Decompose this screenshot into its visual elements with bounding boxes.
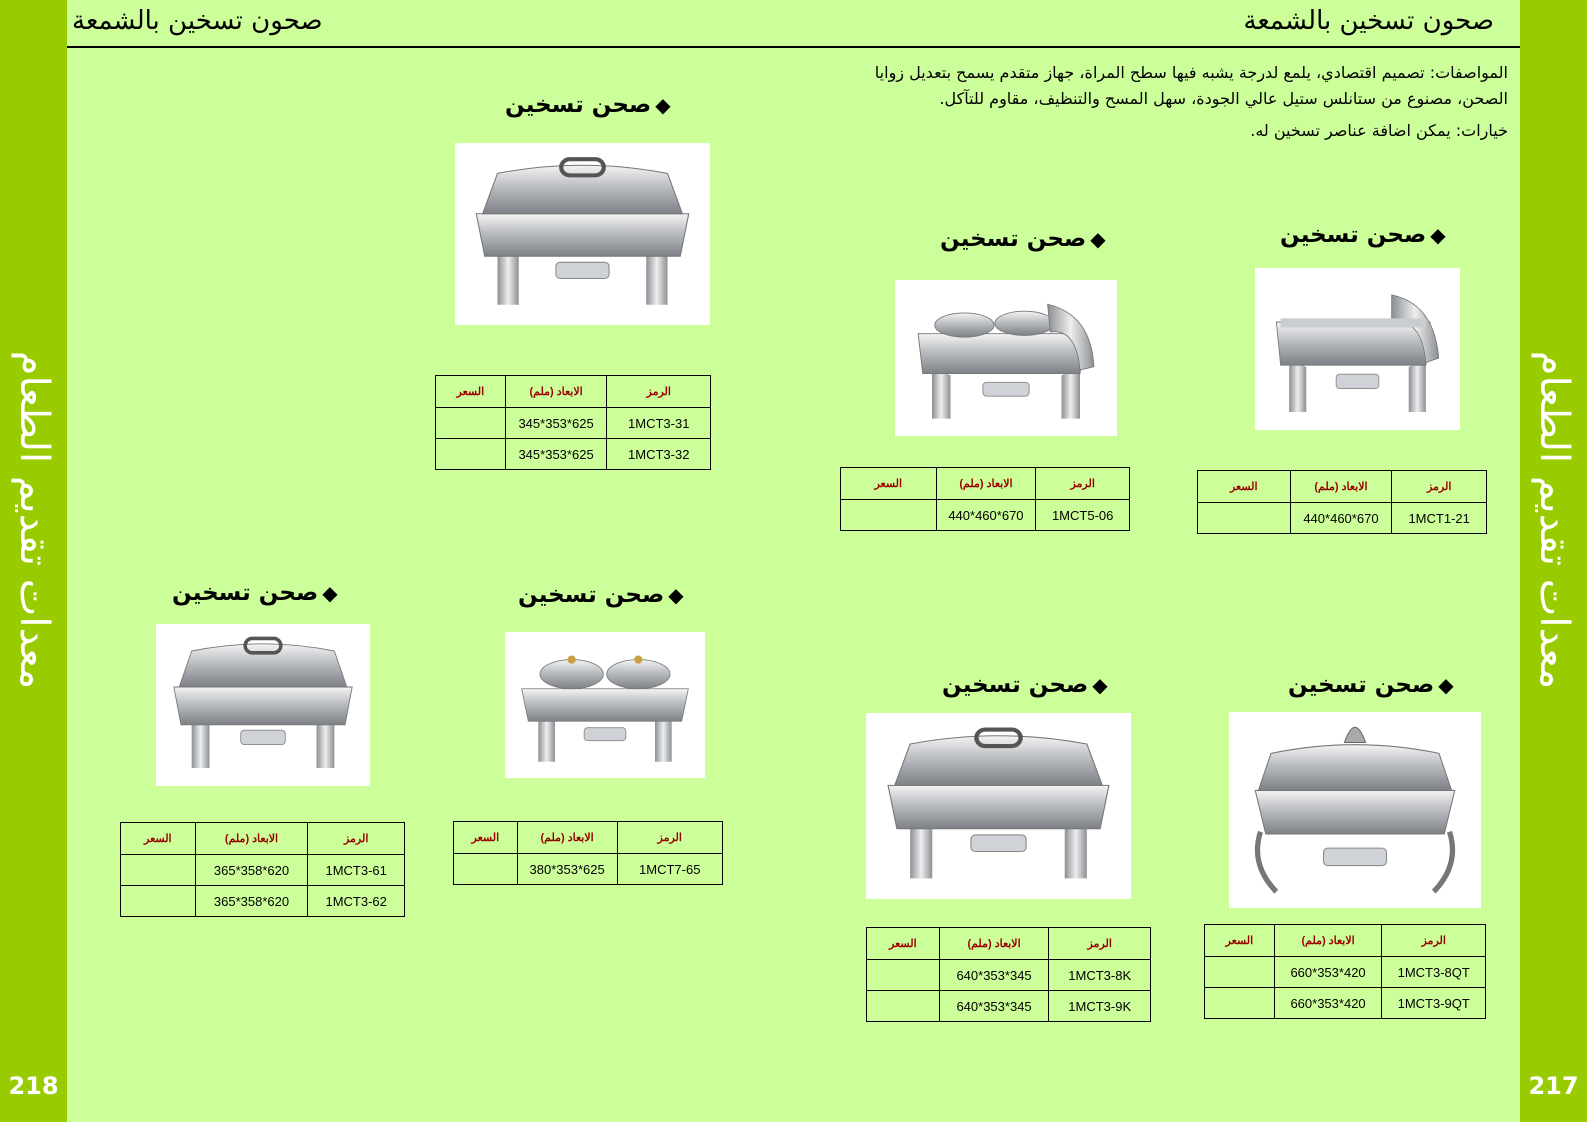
cell-price — [1198, 503, 1291, 534]
table-header-row — [867, 928, 1151, 960]
product-table — [453, 821, 723, 885]
column-header-dimensions: الابعاد (ملم) — [936, 468, 1036, 500]
table-header-row — [454, 822, 723, 854]
diamond-bullet-icon: ◆ — [1092, 673, 1108, 697]
table-header-row — [841, 468, 1130, 500]
sidebar-title-right: معدات تقديم الطعام — [1530, 350, 1577, 690]
product-table — [1204, 924, 1486, 1019]
cell-dimensions: 670*460*440 — [1290, 503, 1392, 534]
cell-price — [436, 439, 506, 470]
cell-dimensions: 670*460*440 — [936, 500, 1036, 531]
chafing-dish-soup-twin-icon — [505, 632, 705, 778]
cell-dimensions: 620*358*365 — [195, 886, 308, 917]
table-header-row — [436, 376, 711, 408]
product-title: ◆صحن تسخين — [505, 92, 671, 118]
product-title: ◆صحن تسخين — [172, 580, 338, 606]
chafing-dish-roll-top-icon — [1255, 268, 1460, 430]
column-header-dimensions: الابعاد (ملم) — [505, 376, 607, 408]
product-title: ◆صحن تسخين — [1288, 672, 1454, 698]
table-row — [121, 886, 405, 917]
column-header-price: السعر — [1198, 471, 1291, 503]
chafing-dish-ornate-icon — [1229, 712, 1481, 908]
table-row — [841, 500, 1130, 531]
cell-code: 1MCT3-8QT — [1382, 957, 1486, 988]
column-header-price: السعر — [454, 822, 518, 854]
column-header-code: الرمز — [1036, 468, 1130, 500]
options-text: خيارات: يمكن اضافة عناصر تسخين له. — [1250, 121, 1508, 140]
column-header-dimensions: الابعاد (ملم) — [939, 928, 1049, 960]
sidebar-title-left: معدات تقديم الطعام — [10, 350, 57, 690]
column-header-code: الرمز — [607, 376, 711, 408]
cell-code: 1MCT3-9QT — [1382, 988, 1486, 1019]
column-header-code: الرمز — [308, 823, 405, 855]
table-row — [867, 991, 1151, 1022]
page-title-right: صحون تسخين بالشمعة — [1243, 6, 1494, 36]
cell-dimensions: 625*353*345 — [505, 439, 607, 470]
diamond-bullet-icon: ◆ — [322, 581, 338, 605]
cell-price — [454, 854, 518, 885]
cell-price — [1205, 957, 1275, 988]
product-title: ◆صحن تسخين — [518, 582, 684, 608]
column-header-code: الرمز — [1382, 925, 1486, 957]
table-row — [436, 408, 711, 439]
column-header-price: السعر — [1205, 925, 1275, 957]
column-header-dimensions: الابعاد (ملم) — [195, 823, 308, 855]
product-table — [840, 467, 1130, 531]
product-table — [120, 822, 405, 917]
cell-price — [1205, 988, 1275, 1019]
column-header-price: السعر — [841, 468, 937, 500]
cell-code: 1MCT3-9K — [1049, 991, 1151, 1022]
table-row — [1198, 503, 1487, 534]
cell-price — [436, 408, 506, 439]
page-title-left: صحون تسخين بالشمعة — [72, 6, 323, 36]
product-title: ◆صحن تسخين — [940, 226, 1106, 252]
column-header-code: الرمز — [1049, 928, 1151, 960]
table-row — [121, 855, 405, 886]
cell-dimensions: 345*353*640 — [939, 960, 1049, 991]
cell-code: 1MCT5-06 — [1036, 500, 1130, 531]
column-header-code: الرمز — [617, 822, 723, 854]
chafing-dish-soup-roll-top-icon — [895, 280, 1117, 436]
cell-dimensions: 620*358*365 — [195, 855, 308, 886]
diamond-bullet-icon: ◆ — [1090, 227, 1106, 251]
cell-code: 1MCT3-8K — [1049, 960, 1151, 991]
cell-price — [867, 960, 940, 991]
page-header — [67, 0, 1520, 48]
table-header-row — [121, 823, 405, 855]
column-header-dimensions: الابعاد (ملم) — [517, 822, 617, 854]
cell-dimensions: 625*353*380 — [517, 854, 617, 885]
left-sidebar — [0, 0, 67, 1122]
product-table — [435, 375, 711, 470]
diamond-bullet-icon: ◆ — [668, 583, 684, 607]
cell-price — [867, 991, 940, 1022]
chafing-dish-rectangular-icon — [455, 143, 710, 325]
cell-dimensions: 625*353*345 — [505, 408, 607, 439]
product-table — [1197, 470, 1487, 534]
diamond-bullet-icon: ◆ — [1438, 673, 1454, 697]
chafing-dish-rectangular-icon — [156, 624, 370, 786]
diamond-bullet-icon: ◆ — [655, 93, 671, 117]
diamond-bullet-icon: ◆ — [1430, 223, 1446, 247]
right-sidebar — [1520, 0, 1587, 1122]
cell-dimensions: 420*353*660 — [1274, 988, 1382, 1019]
table-row — [1205, 988, 1486, 1019]
table-row — [1205, 957, 1486, 988]
cell-dimensions: 345*353*640 — [939, 991, 1049, 1022]
table-row — [454, 854, 723, 885]
column-header-price: السعر — [121, 823, 196, 855]
column-header-price: السعر — [436, 376, 506, 408]
cell-price — [121, 886, 196, 917]
column-header-dimensions: الابعاد (ملم) — [1290, 471, 1392, 503]
page-number-left: 218 — [8, 1072, 59, 1100]
product-title: ◆صحن تسخين — [1280, 222, 1446, 248]
table-header-row — [1198, 471, 1487, 503]
specifications-text: المواصفات: تصميم اقتصادي، يلمع لدرجة يشبه فيها سطح المراة، جهاز متقدم يسمح بتعديل زوايا الصحن، مصنوع من ستانلس ستيل عالي الجودة، سهل المسح والتنظيف، مقاوم للتآكل. — [874, 63, 1508, 108]
cell-code: 1MCT7-65 — [617, 854, 723, 885]
cell-dimensions: 420*353*660 — [1274, 957, 1382, 988]
column-header-price: السعر — [867, 928, 940, 960]
column-header-code: الرمز — [1392, 471, 1487, 503]
cell-code: 1MCT3-62 — [308, 886, 405, 917]
specifications-block — [840, 60, 1508, 144]
table-row — [436, 439, 711, 470]
cell-code: 1MCT1-21 — [1392, 503, 1487, 534]
product-title: ◆صحن تسخين — [942, 672, 1108, 698]
table-header-row — [1205, 925, 1486, 957]
column-header-dimensions: الابعاد (ملم) — [1274, 925, 1382, 957]
table-row — [867, 960, 1151, 991]
cell-code: 1MCT3-61 — [308, 855, 405, 886]
cell-code: 1MCT3-32 — [607, 439, 711, 470]
cell-code: 1MCT3-31 — [607, 408, 711, 439]
cell-price — [841, 500, 937, 531]
page-number-right: 217 — [1528, 1072, 1579, 1100]
product-table — [866, 927, 1151, 1022]
cell-price — [121, 855, 196, 886]
chafing-dish-rectangular-icon — [866, 713, 1131, 899]
